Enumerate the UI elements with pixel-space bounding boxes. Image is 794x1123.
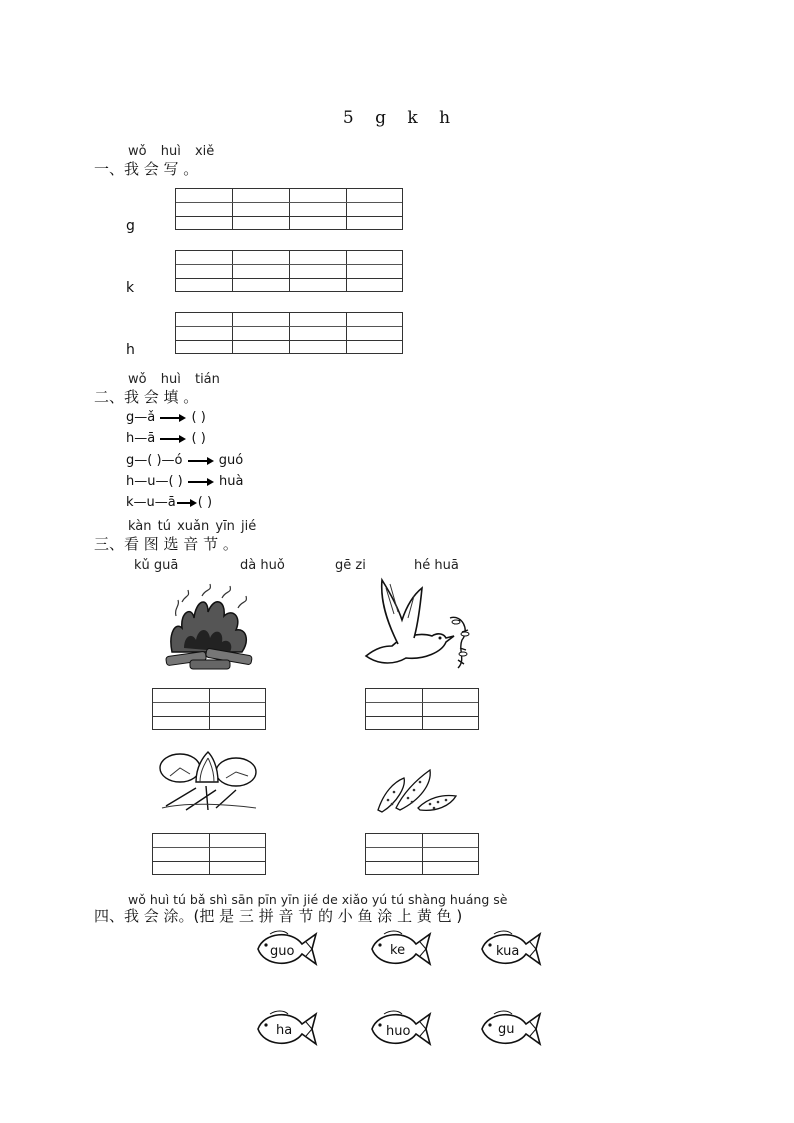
option-da-huo: dà huǒ: [240, 558, 285, 573]
section4-heading: 四、我 会 涂。(把 是 三 拼 音 节 的 小 鱼 涂 上 黄 色 ): [94, 907, 463, 925]
fill-row-left: k—u—ā: [126, 495, 176, 510]
pinyin-xie: xiě: [194, 144, 215, 159]
letter-g: g: [126, 218, 135, 234]
fish-label-gu: gu: [498, 1022, 515, 1037]
option-ge-zi: gē zi: [335, 558, 366, 573]
option-ku-gua: kǔ guā: [134, 558, 179, 573]
pinyin-hui: huì: [160, 372, 181, 387]
answer-grid-bonfire[interactable]: [152, 688, 266, 730]
section1-pinyin: [128, 144, 214, 159]
letter-k: k: [126, 280, 135, 296]
page-title: 5 g k h: [342, 108, 452, 128]
letter-h: h: [126, 342, 135, 358]
arrow-icon: [159, 434, 187, 444]
pinyin-hui: huì: [160, 144, 181, 159]
fish-label-guo: guo: [270, 944, 295, 959]
fill-row-left: h—ā: [126, 431, 156, 446]
answer-grid-dove[interactable]: [365, 688, 479, 730]
pinyin-wo: wǒ: [128, 372, 147, 387]
fill-row-result: huà: [219, 474, 244, 489]
answer-grid-bitter-melon[interactable]: [365, 833, 479, 875]
section3-pinyin: kàn tú xuǎn yīn jié: [128, 519, 257, 534]
fill-row-left[interactable]: g—( )—ó: [126, 453, 183, 468]
lotus-picture: [156, 746, 260, 812]
section1-heading: 一、我 会 写 。: [94, 160, 199, 178]
arrow-icon: [159, 413, 187, 423]
answer-grid-lotus[interactable]: [152, 833, 266, 875]
section3-heading: 三、看 图 选 音 节 。: [94, 535, 238, 553]
fill-row-5: [126, 495, 212, 510]
fill-row-4: [126, 474, 244, 489]
fish-label-ha: ha: [276, 1023, 293, 1038]
arrow-icon: [176, 498, 198, 508]
bonfire-picture: [162, 582, 258, 676]
section2-pinyin: [128, 372, 220, 387]
fill-row-blank[interactable]: ( ): [191, 431, 206, 446]
dove-picture: [362, 574, 472, 674]
option-he-hua: hé huā: [414, 558, 459, 573]
writing-grid-g[interactable]: [175, 188, 403, 230]
fish-label-huo: huo: [386, 1024, 411, 1039]
fill-row-2: [126, 431, 206, 446]
fill-row-blank[interactable]: ( ): [197, 495, 213, 510]
fill-row-blank[interactable]: ( ): [191, 410, 206, 425]
section4-pinyin: wǒ huì tú bǎ shì sān pīn yīn jié de xiǎo yú tú shàng huáng sè: [128, 892, 508, 907]
fill-row-left[interactable]: h—u—( ): [126, 474, 183, 489]
pinyin-wo: wǒ: [128, 144, 147, 159]
fish-label-kua: kua: [496, 944, 520, 959]
writing-grid-k[interactable]: [175, 250, 403, 292]
fill-row-left: g—ǎ: [126, 410, 156, 425]
fill-row-1: [126, 410, 206, 425]
arrow-icon: [187, 456, 215, 466]
fish-label-ke: ke: [390, 943, 406, 958]
writing-grid-h[interactable]: [175, 312, 403, 354]
fill-row-result: guó: [218, 453, 244, 468]
bitter-melon-picture: [374, 762, 460, 816]
pinyin-tian: tián: [194, 372, 220, 387]
section2-heading: 二、我 会 填 。: [94, 388, 199, 406]
fill-row-3: [126, 453, 243, 468]
arrow-icon: [187, 477, 215, 487]
